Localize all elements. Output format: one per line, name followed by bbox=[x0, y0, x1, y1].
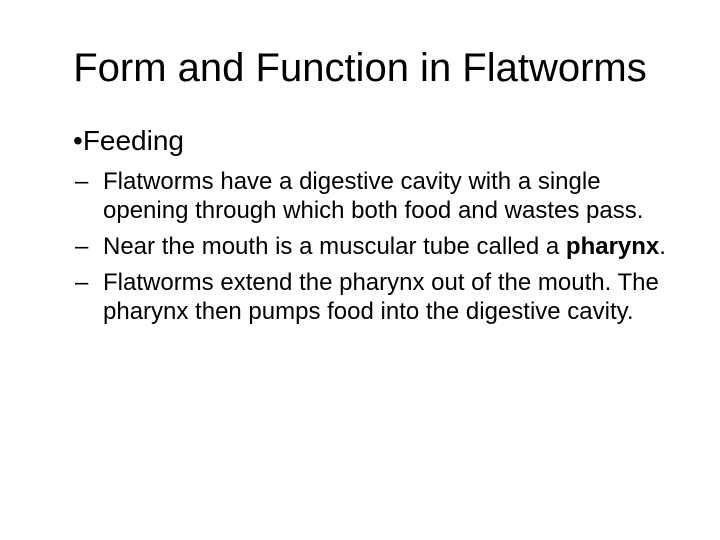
dash-marker: – bbox=[75, 168, 89, 195]
slide-title: Form and Function in Flatworms bbox=[73, 46, 647, 90]
sub-bullet-pharynx bbox=[75, 232, 683, 261]
bullet-feeding bbox=[73, 123, 683, 159]
bullet-marker: • bbox=[73, 125, 83, 156]
sub-bullet-text: Near the mouth is a muscular tube called a bbox=[103, 233, 566, 260]
sub-bullet-digestive-cavity bbox=[75, 167, 683, 225]
sub-bullet-text: Flatworms extend the pharynx out of the mouth. The pharynx then pumps food into the digestive cavity. bbox=[103, 269, 659, 325]
sub-bullet-extend-pharynx bbox=[75, 268, 683, 326]
slide-body bbox=[73, 123, 683, 333]
sub-bullet-list bbox=[73, 167, 683, 326]
dash-marker: – bbox=[75, 269, 89, 296]
pharynx-term: pharynx bbox=[565, 233, 660, 260]
sub-bullet-text: Flatworms have a digestive cavity with a single opening through which both food and wastes pass. bbox=[103, 168, 644, 224]
bullet-label: Feeding bbox=[82, 125, 184, 156]
dash-marker: – bbox=[75, 233, 89, 260]
sub-bullet-text-end: . bbox=[659, 233, 666, 260]
